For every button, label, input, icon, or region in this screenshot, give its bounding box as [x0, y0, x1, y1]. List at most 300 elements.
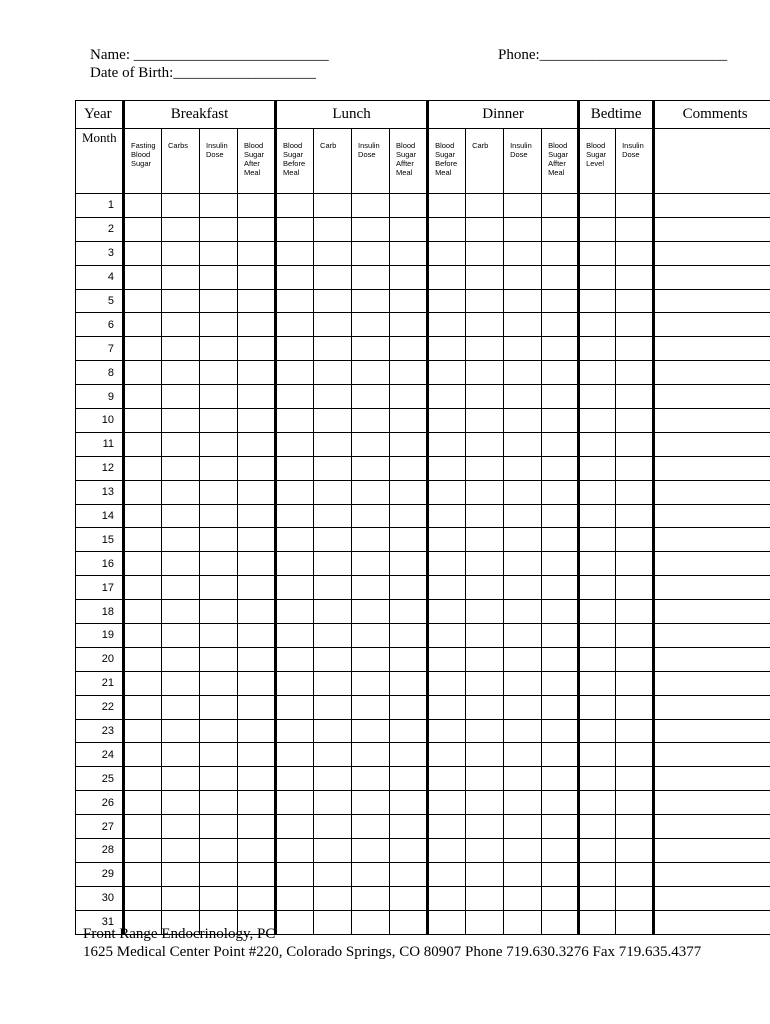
- entry-cell[interactable]: [390, 504, 428, 528]
- entry-cell[interactable]: [579, 695, 616, 719]
- comment-cell[interactable]: [654, 313, 770, 337]
- entry-cell[interactable]: [314, 289, 352, 313]
- entry-cell[interactable]: [352, 289, 390, 313]
- entry-cell[interactable]: [124, 528, 162, 552]
- comment-cell[interactable]: [654, 791, 770, 815]
- name-field[interactable]: Name: __________________________: [90, 47, 329, 63]
- entry-cell[interactable]: [162, 337, 200, 361]
- comment-cell[interactable]: [654, 862, 770, 886]
- entry-cell[interactable]: [616, 600, 654, 624]
- comment-cell[interactable]: [654, 910, 770, 934]
- entry-cell[interactable]: [390, 432, 428, 456]
- entry-cell[interactable]: [200, 217, 238, 241]
- entry-cell[interactable]: [390, 767, 428, 791]
- entry-cell[interactable]: [466, 313, 504, 337]
- entry-cell[interactable]: [352, 743, 390, 767]
- entry-cell[interactable]: [352, 217, 390, 241]
- entry-cell[interactable]: [124, 743, 162, 767]
- entry-cell[interactable]: [352, 361, 390, 385]
- entry-cell[interactable]: [390, 265, 428, 289]
- entry-cell[interactable]: [162, 624, 200, 648]
- entry-cell[interactable]: [542, 194, 579, 218]
- entry-cell[interactable]: [314, 265, 352, 289]
- entry-cell[interactable]: [428, 862, 466, 886]
- entry-cell[interactable]: [314, 671, 352, 695]
- entry-cell[interactable]: [162, 361, 200, 385]
- entry-cell[interactable]: [238, 839, 276, 863]
- entry-cell[interactable]: [390, 791, 428, 815]
- entry-cell[interactable]: [504, 815, 542, 839]
- entry-cell[interactable]: [390, 743, 428, 767]
- entry-cell[interactable]: [428, 480, 466, 504]
- entry-cell[interactable]: [466, 504, 504, 528]
- entry-cell[interactable]: [200, 409, 238, 433]
- entry-cell[interactable]: [428, 767, 466, 791]
- entry-cell[interactable]: [162, 647, 200, 671]
- entry-cell[interactable]: [542, 480, 579, 504]
- entry-cell[interactable]: [428, 313, 466, 337]
- comment-cell[interactable]: [654, 409, 770, 433]
- entry-cell[interactable]: [504, 552, 542, 576]
- entry-cell[interactable]: [466, 576, 504, 600]
- entry-cell[interactable]: [504, 647, 542, 671]
- entry-cell[interactable]: [314, 504, 352, 528]
- entry-cell[interactable]: [276, 194, 314, 218]
- entry-cell[interactable]: [504, 839, 542, 863]
- entry-cell[interactable]: [162, 743, 200, 767]
- entry-cell[interactable]: [314, 743, 352, 767]
- entry-cell[interactable]: [579, 432, 616, 456]
- entry-cell[interactable]: [124, 385, 162, 409]
- entry-cell[interactable]: [314, 647, 352, 671]
- entry-cell[interactable]: [162, 456, 200, 480]
- entry-cell[interactable]: [162, 480, 200, 504]
- entry-cell[interactable]: [124, 719, 162, 743]
- comment-cell[interactable]: [654, 289, 770, 313]
- phone-field[interactable]: Phone:_________________________: [498, 47, 728, 63]
- entry-cell[interactable]: [616, 695, 654, 719]
- entry-cell[interactable]: [466, 432, 504, 456]
- entry-cell[interactable]: [390, 576, 428, 600]
- entry-cell[interactable]: [542, 719, 579, 743]
- comment-cell[interactable]: [654, 385, 770, 409]
- entry-cell[interactable]: [466, 385, 504, 409]
- entry-cell[interactable]: [238, 647, 276, 671]
- entry-cell[interactable]: [200, 385, 238, 409]
- entry-cell[interactable]: [276, 361, 314, 385]
- entry-cell[interactable]: [616, 886, 654, 910]
- entry-cell[interactable]: [238, 504, 276, 528]
- entry-cell[interactable]: [542, 695, 579, 719]
- entry-cell[interactable]: [466, 265, 504, 289]
- entry-cell[interactable]: [314, 791, 352, 815]
- comment-cell[interactable]: [654, 432, 770, 456]
- entry-cell[interactable]: [466, 480, 504, 504]
- entry-cell[interactable]: [314, 361, 352, 385]
- entry-cell[interactable]: [124, 432, 162, 456]
- comment-cell[interactable]: [654, 361, 770, 385]
- comment-cell[interactable]: [654, 194, 770, 218]
- entry-cell[interactable]: [314, 910, 352, 934]
- entry-cell[interactable]: [616, 791, 654, 815]
- entry-cell[interactable]: [504, 504, 542, 528]
- entry-cell[interactable]: [238, 743, 276, 767]
- entry-cell[interactable]: [314, 480, 352, 504]
- entry-cell[interactable]: [200, 815, 238, 839]
- entry-cell[interactable]: [390, 456, 428, 480]
- entry-cell[interactable]: [276, 671, 314, 695]
- entry-cell[interactable]: [276, 528, 314, 552]
- entry-cell[interactable]: [276, 862, 314, 886]
- entry-cell[interactable]: [238, 385, 276, 409]
- entry-cell[interactable]: [616, 313, 654, 337]
- entry-cell[interactable]: [428, 265, 466, 289]
- entry-cell[interactable]: [200, 719, 238, 743]
- entry-cell[interactable]: [352, 624, 390, 648]
- entry-cell[interactable]: [616, 409, 654, 433]
- entry-cell[interactable]: [200, 313, 238, 337]
- entry-cell[interactable]: [579, 719, 616, 743]
- entry-cell[interactable]: [428, 886, 466, 910]
- entry-cell[interactable]: [200, 480, 238, 504]
- entry-cell[interactable]: [162, 767, 200, 791]
- entry-cell[interactable]: [352, 456, 390, 480]
- entry-cell[interactable]: [238, 265, 276, 289]
- entry-cell[interactable]: [314, 767, 352, 791]
- entry-cell[interactable]: [579, 815, 616, 839]
- entry-cell[interactable]: [579, 456, 616, 480]
- entry-cell[interactable]: [314, 624, 352, 648]
- entry-cell[interactable]: [162, 504, 200, 528]
- comment-cell[interactable]: [654, 886, 770, 910]
- entry-cell[interactable]: [352, 504, 390, 528]
- entry-cell[interactable]: [542, 385, 579, 409]
- entry-cell[interactable]: [124, 456, 162, 480]
- entry-cell[interactable]: [579, 647, 616, 671]
- entry-cell[interactable]: [616, 767, 654, 791]
- entry-cell[interactable]: [238, 695, 276, 719]
- entry-cell[interactable]: [466, 289, 504, 313]
- entry-cell[interactable]: [276, 385, 314, 409]
- entry-cell[interactable]: [352, 671, 390, 695]
- entry-cell[interactable]: [390, 289, 428, 313]
- entry-cell[interactable]: [238, 241, 276, 265]
- entry-cell[interactable]: [314, 886, 352, 910]
- entry-cell[interactable]: [200, 528, 238, 552]
- entry-cell[interactable]: [238, 815, 276, 839]
- entry-cell[interactable]: [200, 337, 238, 361]
- comment-cell[interactable]: [654, 815, 770, 839]
- entry-cell[interactable]: [314, 194, 352, 218]
- entry-cell[interactable]: [314, 815, 352, 839]
- entry-cell[interactable]: [428, 217, 466, 241]
- entry-cell[interactable]: [616, 910, 654, 934]
- entry-cell[interactable]: [276, 289, 314, 313]
- entry-cell[interactable]: [314, 695, 352, 719]
- entry-cell[interactable]: [428, 910, 466, 934]
- entry-cell[interactable]: [466, 862, 504, 886]
- entry-cell[interactable]: [579, 337, 616, 361]
- entry-cell[interactable]: [504, 313, 542, 337]
- entry-cell[interactable]: [162, 552, 200, 576]
- entry-cell[interactable]: [504, 480, 542, 504]
- entry-cell[interactable]: [466, 719, 504, 743]
- entry-cell[interactable]: [200, 647, 238, 671]
- entry-cell[interactable]: [542, 576, 579, 600]
- entry-cell[interactable]: [579, 194, 616, 218]
- entry-cell[interactable]: [504, 241, 542, 265]
- entry-cell[interactable]: [579, 241, 616, 265]
- entry-cell[interactable]: [200, 576, 238, 600]
- entry-cell[interactable]: [276, 432, 314, 456]
- entry-cell[interactable]: [352, 910, 390, 934]
- entry-cell[interactable]: [162, 194, 200, 218]
- entry-cell[interactable]: [124, 552, 162, 576]
- entry-cell[interactable]: [390, 241, 428, 265]
- entry-cell[interactable]: [162, 815, 200, 839]
- entry-cell[interactable]: [352, 839, 390, 863]
- entry-cell[interactable]: [352, 695, 390, 719]
- entry-cell[interactable]: [238, 456, 276, 480]
- entry-cell[interactable]: [542, 504, 579, 528]
- entry-cell[interactable]: [579, 862, 616, 886]
- entry-cell[interactable]: [504, 337, 542, 361]
- entry-cell[interactable]: [162, 265, 200, 289]
- entry-cell[interactable]: [314, 337, 352, 361]
- entry-cell[interactable]: [616, 862, 654, 886]
- entry-cell[interactable]: [276, 695, 314, 719]
- entry-cell[interactable]: [390, 624, 428, 648]
- entry-cell[interactable]: [352, 862, 390, 886]
- entry-cell[interactable]: [238, 719, 276, 743]
- entry-cell[interactable]: [504, 624, 542, 648]
- entry-cell[interactable]: [352, 337, 390, 361]
- entry-cell[interactable]: [504, 194, 542, 218]
- entry-cell[interactable]: [390, 361, 428, 385]
- entry-cell[interactable]: [466, 194, 504, 218]
- entry-cell[interactable]: [579, 910, 616, 934]
- entry-cell[interactable]: [542, 528, 579, 552]
- entry-cell[interactable]: [466, 624, 504, 648]
- entry-cell[interactable]: [428, 337, 466, 361]
- comment-cell[interactable]: [654, 767, 770, 791]
- entry-cell[interactable]: [124, 791, 162, 815]
- entry-cell[interactable]: [352, 480, 390, 504]
- entry-cell[interactable]: [504, 385, 542, 409]
- entry-cell[interactable]: [314, 241, 352, 265]
- entry-cell[interactable]: [428, 839, 466, 863]
- entry-cell[interactable]: [428, 624, 466, 648]
- entry-cell[interactable]: [124, 695, 162, 719]
- entry-cell[interactable]: [162, 695, 200, 719]
- entry-cell[interactable]: [162, 600, 200, 624]
- entry-cell[interactable]: [428, 194, 466, 218]
- entry-cell[interactable]: [616, 839, 654, 863]
- entry-cell[interactable]: [542, 432, 579, 456]
- entry-cell[interactable]: [579, 480, 616, 504]
- entry-cell[interactable]: [616, 217, 654, 241]
- entry-cell[interactable]: [542, 910, 579, 934]
- entry-cell[interactable]: [616, 194, 654, 218]
- entry-cell[interactable]: [276, 910, 314, 934]
- entry-cell[interactable]: [314, 456, 352, 480]
- entry-cell[interactable]: [124, 647, 162, 671]
- entry-cell[interactable]: [504, 217, 542, 241]
- entry-cell[interactable]: [390, 385, 428, 409]
- entry-cell[interactable]: [238, 313, 276, 337]
- entry-cell[interactable]: [200, 624, 238, 648]
- entry-cell[interactable]: [162, 409, 200, 433]
- entry-cell[interactable]: [314, 839, 352, 863]
- entry-cell[interactable]: [200, 886, 238, 910]
- entry-cell[interactable]: [352, 815, 390, 839]
- entry-cell[interactable]: [162, 862, 200, 886]
- entry-cell[interactable]: [466, 361, 504, 385]
- entry-cell[interactable]: [238, 194, 276, 218]
- entry-cell[interactable]: [352, 313, 390, 337]
- entry-cell[interactable]: [352, 719, 390, 743]
- entry-cell[interactable]: [124, 409, 162, 433]
- entry-cell[interactable]: [579, 576, 616, 600]
- entry-cell[interactable]: [466, 671, 504, 695]
- entry-cell[interactable]: [542, 839, 579, 863]
- entry-cell[interactable]: [466, 695, 504, 719]
- entry-cell[interactable]: [428, 361, 466, 385]
- entry-cell[interactable]: [352, 194, 390, 218]
- entry-cell[interactable]: [200, 289, 238, 313]
- entry-cell[interactable]: [124, 671, 162, 695]
- entry-cell[interactable]: [162, 719, 200, 743]
- comment-cell[interactable]: [654, 241, 770, 265]
- entry-cell[interactable]: [276, 504, 314, 528]
- entry-cell[interactable]: [616, 576, 654, 600]
- entry-cell[interactable]: [466, 528, 504, 552]
- entry-cell[interactable]: [579, 361, 616, 385]
- entry-cell[interactable]: [162, 385, 200, 409]
- entry-cell[interactable]: [352, 385, 390, 409]
- entry-cell[interactable]: [579, 385, 616, 409]
- entry-cell[interactable]: [542, 313, 579, 337]
- entry-cell[interactable]: [276, 409, 314, 433]
- entry-cell[interactable]: [504, 719, 542, 743]
- entry-cell[interactable]: [238, 767, 276, 791]
- entry-cell[interactable]: [200, 862, 238, 886]
- entry-cell[interactable]: [200, 791, 238, 815]
- entry-cell[interactable]: [276, 743, 314, 767]
- entry-cell[interactable]: [390, 910, 428, 934]
- entry-cell[interactable]: [390, 695, 428, 719]
- entry-cell[interactable]: [352, 265, 390, 289]
- entry-cell[interactable]: [428, 528, 466, 552]
- entry-cell[interactable]: [238, 528, 276, 552]
- entry-cell[interactable]: [124, 337, 162, 361]
- entry-cell[interactable]: [542, 289, 579, 313]
- entry-cell[interactable]: [466, 241, 504, 265]
- entry-cell[interactable]: [276, 886, 314, 910]
- entry-cell[interactable]: [579, 528, 616, 552]
- entry-cell[interactable]: [352, 791, 390, 815]
- entry-cell[interactable]: [124, 313, 162, 337]
- entry-cell[interactable]: [390, 815, 428, 839]
- entry-cell[interactable]: [314, 409, 352, 433]
- entry-cell[interactable]: [504, 695, 542, 719]
- entry-cell[interactable]: [428, 647, 466, 671]
- entry-cell[interactable]: [579, 671, 616, 695]
- entry-cell[interactable]: [428, 504, 466, 528]
- entry-cell[interactable]: [466, 456, 504, 480]
- entry-cell[interactable]: [616, 719, 654, 743]
- entry-cell[interactable]: [504, 791, 542, 815]
- entry-cell[interactable]: [276, 480, 314, 504]
- entry-cell[interactable]: [542, 241, 579, 265]
- entry-cell[interactable]: [314, 313, 352, 337]
- entry-cell[interactable]: [276, 241, 314, 265]
- entry-cell[interactable]: [238, 361, 276, 385]
- entry-cell[interactable]: [352, 600, 390, 624]
- entry-cell[interactable]: [124, 767, 162, 791]
- comment-cell[interactable]: [654, 743, 770, 767]
- entry-cell[interactable]: [579, 624, 616, 648]
- entry-cell[interactable]: [428, 600, 466, 624]
- entry-cell[interactable]: [542, 647, 579, 671]
- entry-cell[interactable]: [390, 671, 428, 695]
- entry-cell[interactable]: [314, 528, 352, 552]
- entry-cell[interactable]: [504, 576, 542, 600]
- entry-cell[interactable]: [276, 600, 314, 624]
- entry-cell[interactable]: [542, 624, 579, 648]
- entry-cell[interactable]: [542, 767, 579, 791]
- entry-cell[interactable]: [352, 886, 390, 910]
- entry-cell[interactable]: [428, 743, 466, 767]
- entry-cell[interactable]: [200, 695, 238, 719]
- entry-cell[interactable]: [124, 862, 162, 886]
- entry-cell[interactable]: [504, 743, 542, 767]
- entry-cell[interactable]: [428, 576, 466, 600]
- entry-cell[interactable]: [238, 624, 276, 648]
- entry-cell[interactable]: [276, 719, 314, 743]
- entry-cell[interactable]: [238, 337, 276, 361]
- entry-cell[interactable]: [162, 241, 200, 265]
- entry-cell[interactable]: [428, 719, 466, 743]
- entry-cell[interactable]: [504, 432, 542, 456]
- entry-cell[interactable]: [428, 552, 466, 576]
- entry-cell[interactable]: [162, 791, 200, 815]
- comment-cell[interactable]: [654, 504, 770, 528]
- entry-cell[interactable]: [162, 839, 200, 863]
- entry-cell[interactable]: [314, 600, 352, 624]
- entry-cell[interactable]: [504, 671, 542, 695]
- entry-cell[interactable]: [238, 409, 276, 433]
- entry-cell[interactable]: [390, 217, 428, 241]
- entry-cell[interactable]: [504, 862, 542, 886]
- comment-cell[interactable]: [654, 480, 770, 504]
- entry-cell[interactable]: [200, 241, 238, 265]
- entry-cell[interactable]: [579, 504, 616, 528]
- entry-cell[interactable]: [579, 743, 616, 767]
- entry-cell[interactable]: [428, 385, 466, 409]
- entry-cell[interactable]: [616, 337, 654, 361]
- entry-cell[interactable]: [542, 361, 579, 385]
- entry-cell[interactable]: [352, 241, 390, 265]
- entry-cell[interactable]: [428, 409, 466, 433]
- entry-cell[interactable]: [238, 886, 276, 910]
- entry-cell[interactable]: [276, 815, 314, 839]
- entry-cell[interactable]: [428, 791, 466, 815]
- entry-cell[interactable]: [162, 886, 200, 910]
- entry-cell[interactable]: [616, 432, 654, 456]
- entry-cell[interactable]: [390, 313, 428, 337]
- entry-cell[interactable]: [162, 313, 200, 337]
